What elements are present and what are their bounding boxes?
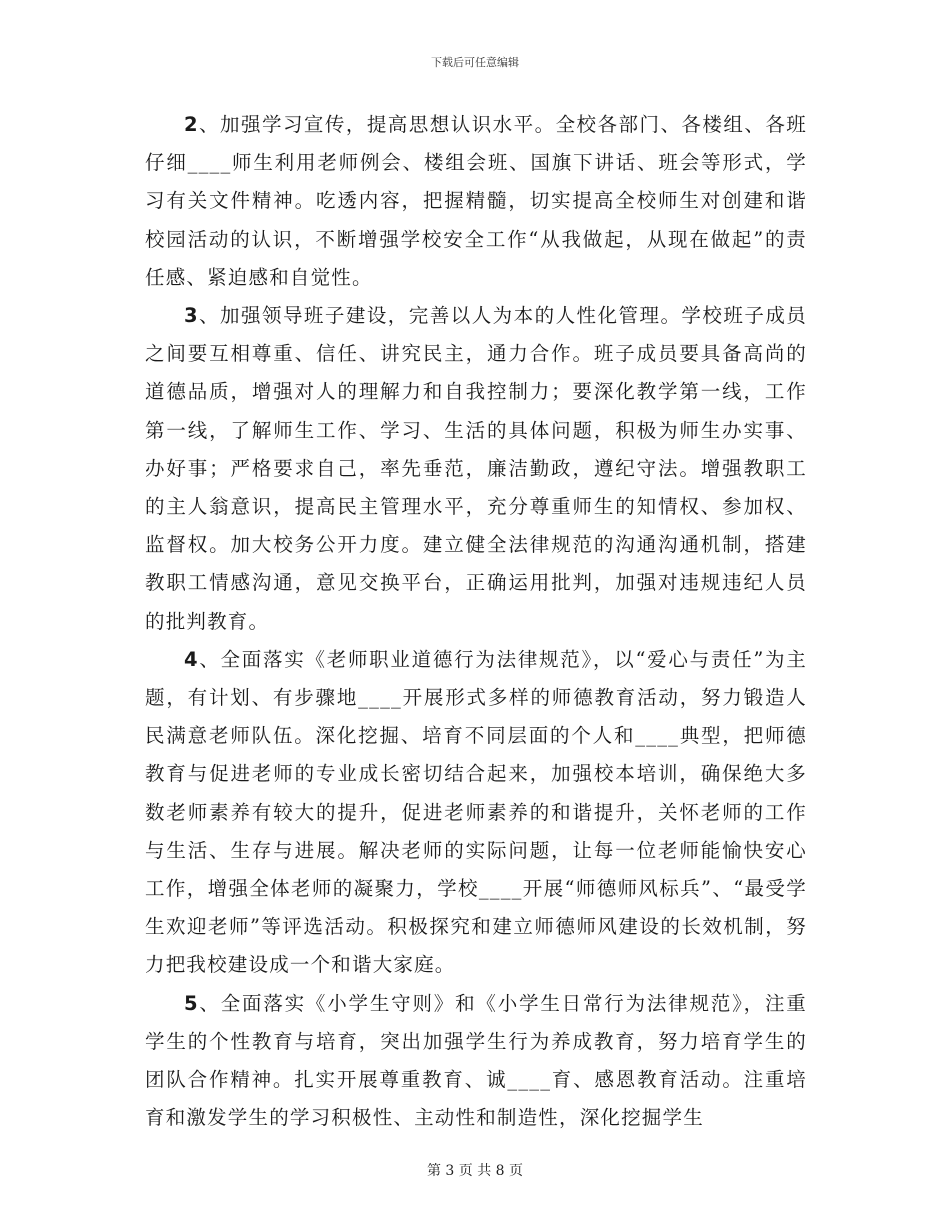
document-body [145,106,807,1137]
paragraph-number: 4 [184,647,199,671]
paragraph-text: 、全面落实《老师职业道德行为法律规范》，以“爱心与责任”为主题，有计划、有步骤地____开展形式多样的师德教育活动，努力锻造人民满意老师队伍。深化挖掘、培育不同层面的个人和____典型，把师德教育与促进老师的专业成长密切结合起来，加强校本培训，确保绝大多数老师素养有较大的提升，促进老师素养的和谐提升，关怀老师的工作与生活、生存与进展。解决老师的实际问题，让每一位老师能愉快安心工作，增强全体老师的凝聚力，学校____开展“师德师风标兵”、“最受学生欢迎老师”等评选活动。积极探究和建立师德师风建设的长效机制，努力把我校建设成一个和谐大家庭。 [145,647,807,977]
paragraph-2 [145,106,807,297]
paragraph-number: 2 [184,113,199,136]
paragraph-text: 、加强学习宣传，提高思想认识水平。全校各部门、各楼组、各班仔细____师生利用老师例会、楼组会班、国旗下讲话、班会等形式，学习有关文件精神。吃透内容，把握精髓，切实提高全校师生对创建和谐校园活动的认识，不断增强学校安全工作“从我做起，从现在做起”的责任感、紧迫感和自觉性。 [145,113,807,289]
paragraph-number: 5 [184,991,199,1015]
paragraph-text: 、全面落实《小学生守则》和《小学生日常行为法律规范》，注重学生的个性教育与培育，突出加强学生行为养成教育，努力培育学生的团队合作精神。扎实开展尊重教育、诚____育、感恩教育活动。注重培育和激发学生的学习积极性、主动性和制造性，深化挖掘学生 [145,991,807,1130]
paragraph-4 [145,641,807,985]
page-footer: 第 3 页 共 8 页 [426,1163,524,1179]
paragraph-number: 3 [184,304,199,328]
page-header: 下载后可任意编辑 [431,56,519,69]
paragraph-text: 、加强领导班子建设，完善以人为本的人性化管理。学校班子成员之间要互相尊重、信任、讲究民主，通力合作。班子成员要具备高尚的道德品质，增强对人的理解力和自我控制力；要深化教学第一线，工作第一线，了解师生工作、学习、生活的具体问题，积极为师生办实事、办好事；严格要求自己，率先垂范，廉洁勤政，遵纪守法。增强教职工的主人翁意识，提高民主管理水平，充分尊重师生的知情权、参加权、监督权。加大校务公开力度。建立健全法律规范的沟通沟通机制，搭建教职工情感沟通，意见交换平台，正确运用批判，加强对违规违纪人员的批判教育。 [145,304,807,633]
paragraph-3 [145,297,807,641]
paragraph-5 [145,985,807,1138]
